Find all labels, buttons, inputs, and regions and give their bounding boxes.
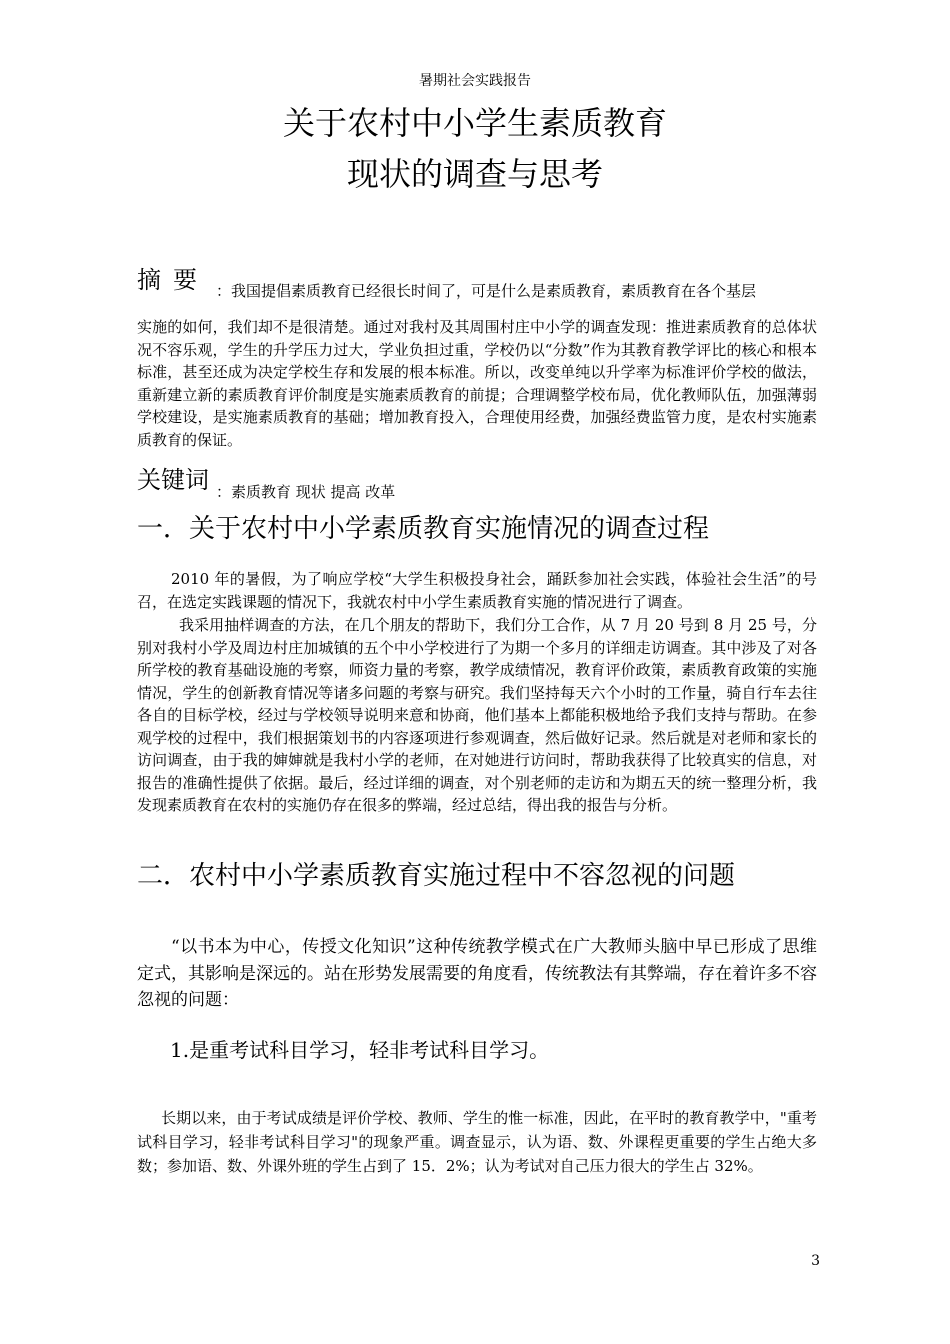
section-2-paragraph-1: “以书本为中心，传授文化知识”这种传统教学模式在广大教师头脑中早已形成了思维定式，其影响是深远的。站在形势发展需要的角度看，传统教法有其弊端，存在着许多不容忽视的问题： — [137, 937, 817, 1010]
section-1-paragraph-2: 我采用抽样调查的方法，在几个朋友的帮助下，我们分工合作，从 7 月 20 号到 8 月 25 号，分别对我村小学及周边村庄加城镇的五个中小学校进行了为期一个多月的详细走访调查。其中涉及了对各所学校的教育基础设施的考察，师资力量的考察，教学成绩情况，教育评价政策，素质教育政策的实施情况，学生的创新教育情况等诸多问题的考察与研究。我们坚持每天六个小时的工作量，骑自行车去往各自的目标学校，经过与学校领导说明来意和协商，他们基本上都能积极地给予我们支持与帮助。在参观学校的过程中，我们根据策划书的内容逐项进行参观调查，然后做好记录。然后就是对老师和家长的访问调查，由于我的婶婶就是我村小学的老师，在对她进行访问时，帮助我获得了比较真实的信息，对报告的准确性提供了依据。最后，经过详细的调查，对个别老师的走访和为期五天的统一整理分析，我发现素质教育在农村的实施仍存在很多的弊端，经过总结，得出我的报告与分析。 — [137, 616, 817, 814]
section-2-heading: 二．农村中小学素质教育实施过程中不容忽视的问题 — [137, 861, 736, 891]
abstract-body: 实施的如何，我们却不是很清楚。通过对我村及其周围村庄中小学的调查发现：推进素质教育的总体状况不容乐观，学生的升学压力过大，学业负担过重，学校仍以“分数”作为其教育教学评比的核心和根本标准，甚至还成为决定学校生存和发展的根本标准。所以，改变单纯以升学率为标准评价学校的做法，重新建立新的素质教育评价制度是实施素质教育的前提；合理调整学校布局，优化教师队伍，加强薄弱学校建设，是实施素质教育的基础；增加教育投入，合理使用经费，加强经费监管力度，是农村实施素质教育的保证。 — [137, 318, 817, 449]
section-1-heading: 一．关于农村中小学素质教育实施情况的调查过程 — [137, 514, 710, 544]
abstract-label: 摘要 — [137, 266, 209, 294]
document-title-line-1: 关于农村中小学生素质教育 — [282, 104, 667, 142]
page-number: 3 — [811, 1253, 820, 1269]
section-2-paragraph-2: 长期以来，由于考试成绩是评价学校、教师、学生的惟一标准，因此，在平时的教育教学中，"重考试科目学习，轻非考试科目学习"的现象严重。调查显示，认为语、数、外课程更重要的学生占绝大多数；参加语、数、外课外班的学生占到了 15．2%；认为考试对自己压力很大的学生占 32%。 — [137, 1109, 817, 1175]
section-2-subheading: 1.是重考试科目学习，轻非考试科目学习。 — [170, 1038, 550, 1062]
keywords-text: ：素质教育 现状 提高 改革 — [216, 483, 396, 501]
abstract-first-line: ：我国提倡素质教育已经很长时间了，可是什么是素质教育，素质教育在各个基层 — [216, 282, 757, 300]
keywords-label: 关键词 — [137, 466, 209, 494]
document-title-line-2: 现状的调查与思考 — [346, 155, 603, 193]
section-1-paragraph-1: 2010 年的暑假，为了响应学校“大学生积极投身社会，踊跃参加社会实践，体验社会生活”的号召，在选定实践课题的情况下，我就农村中小学生素质教育实施的情况进行了调查。 — [137, 570, 817, 611]
running-header: 暑期社会实践报告 — [419, 73, 531, 89]
